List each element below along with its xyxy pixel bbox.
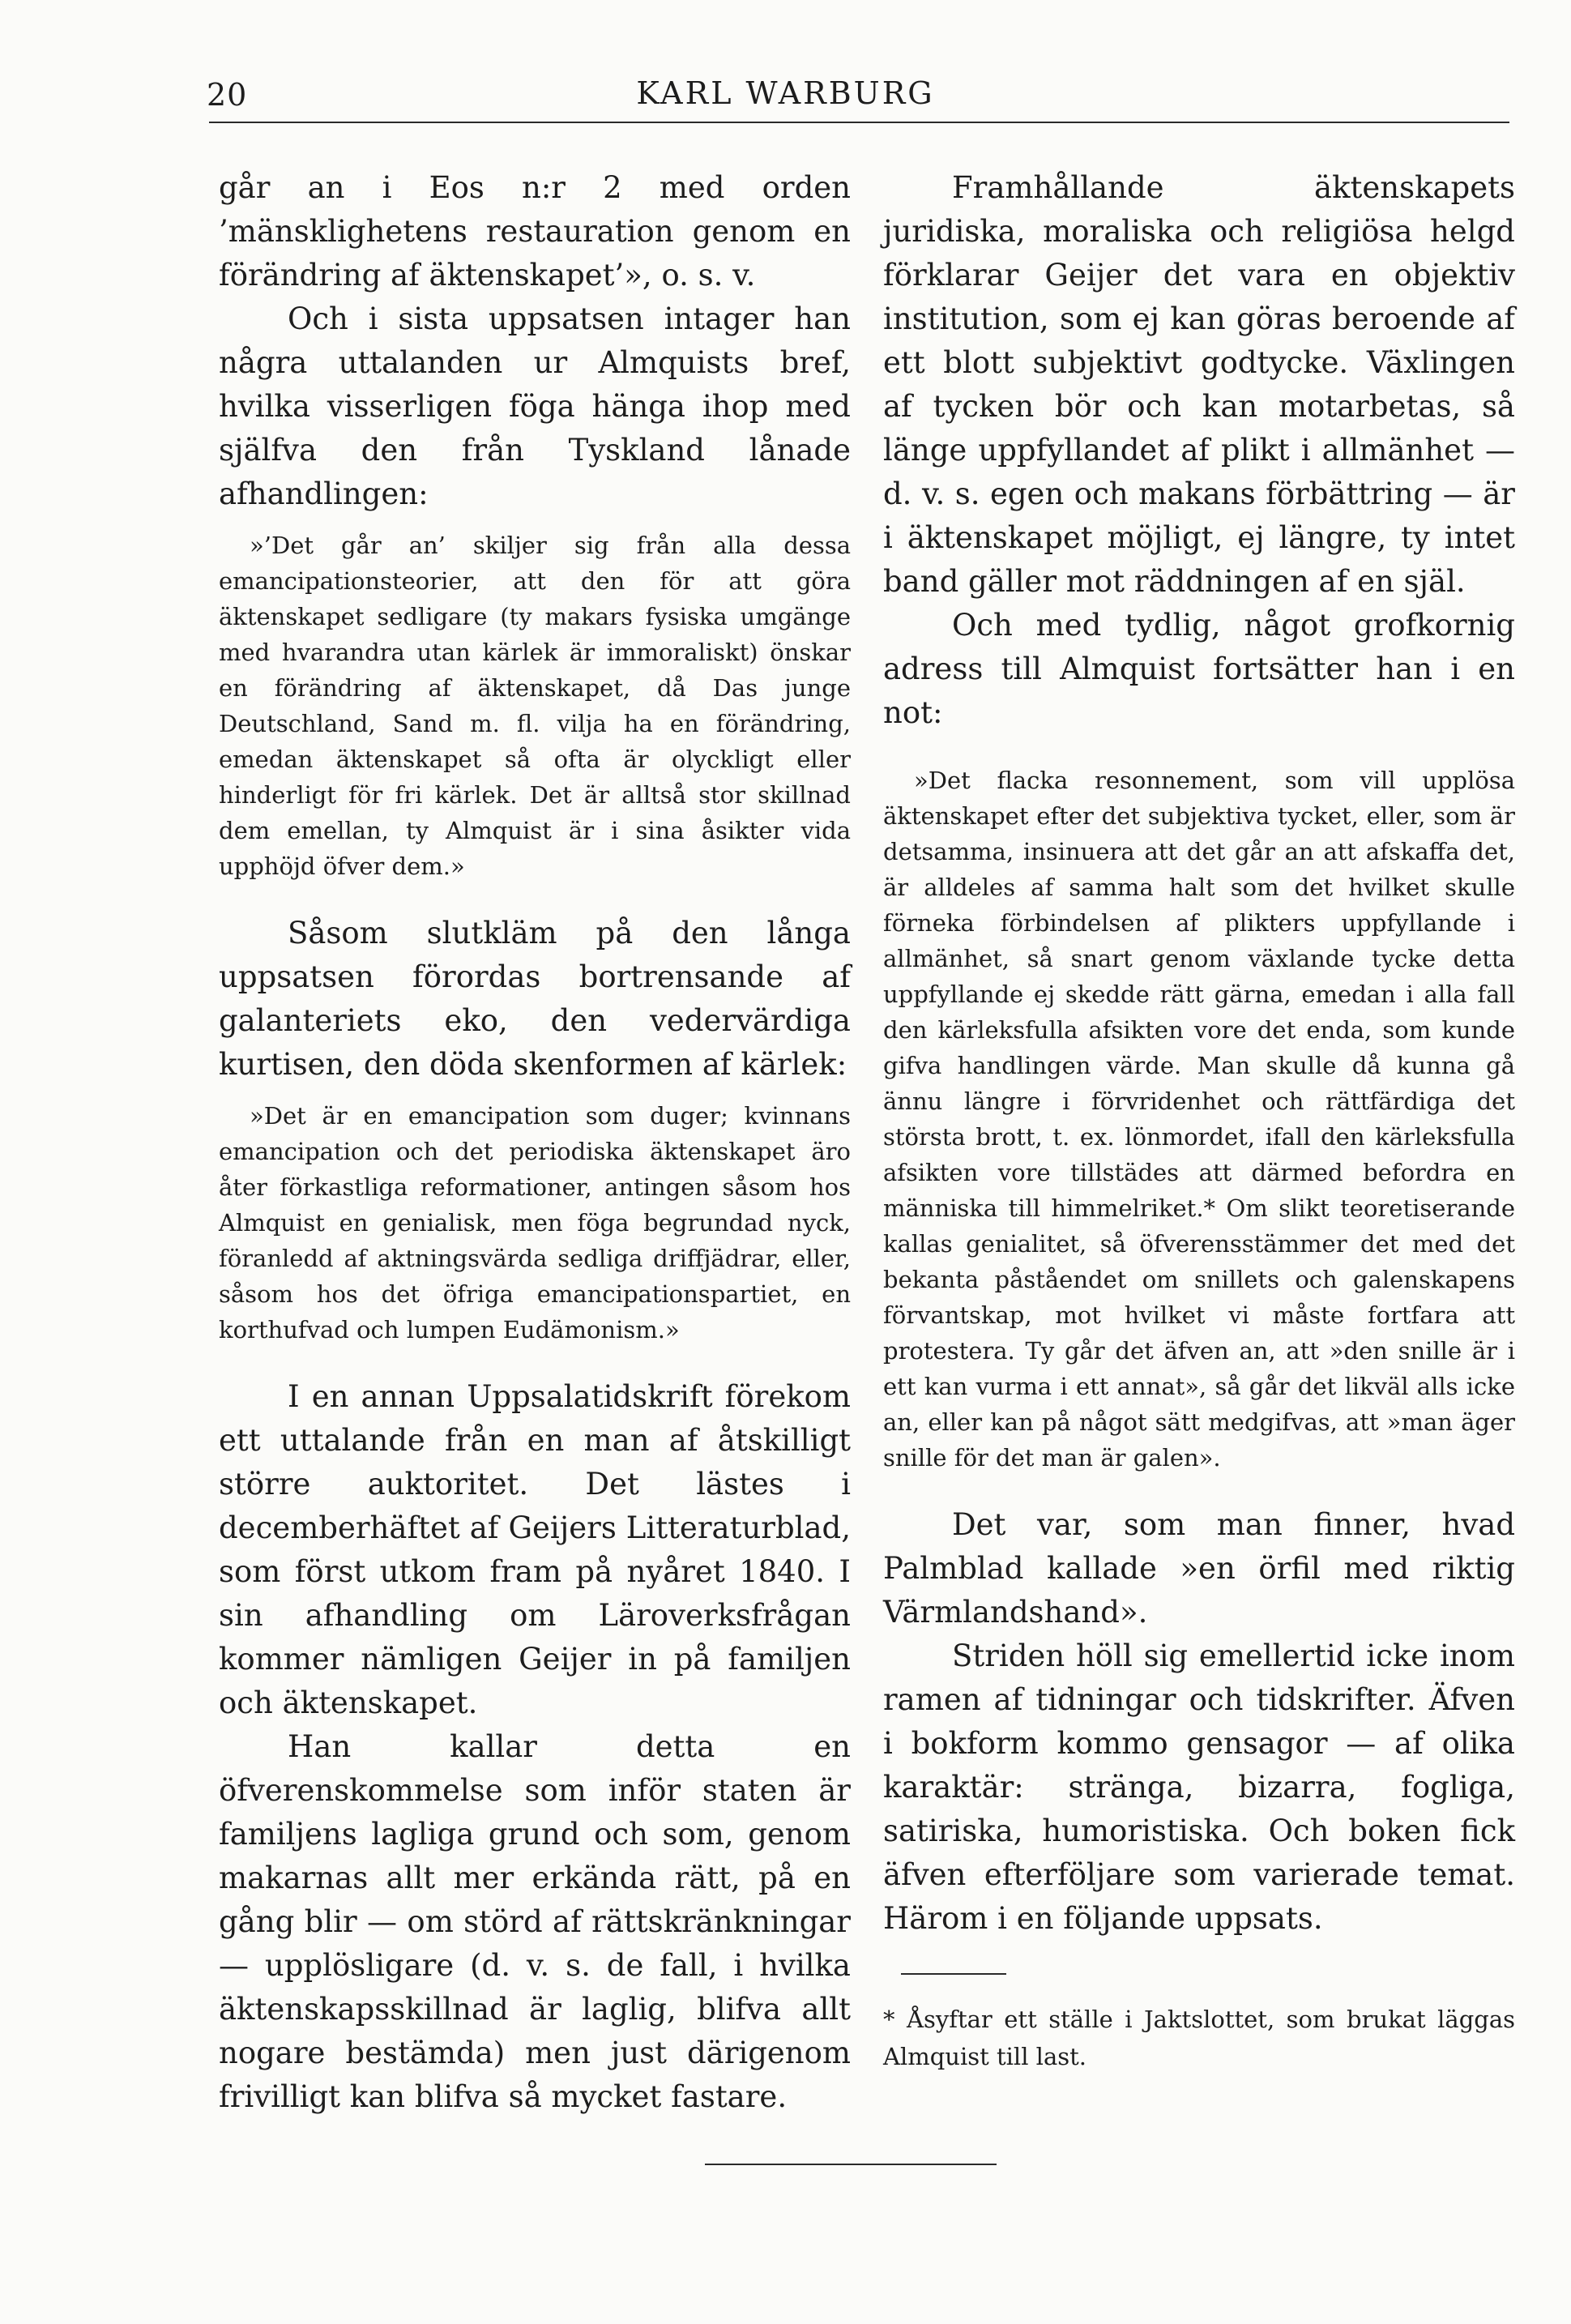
left-column	[219, 166, 851, 2119]
left-paragraph-3: Såsom slutkläm på den långa uppsatsen förordas bortrensande af galanteriets eko, den vedervärdiga kurtisen, den döda skenformen af kärlek:	[219, 916, 851, 1082]
left-paragraph-4: I en annan Uppsalatidskrift förekom ett uttalande från en man af åtskilligt större auktoritet. Det lästes i decemberhäftet af Geijers Litteraturblad, som först utkom fram på nyåret 1840. I sin afhandling om Läroverksfrågan kommer nämligen Geijer in på familjen och äktenskapet.	[219, 1379, 851, 1720]
right-paragraph-1: Framhållande äktenskapets juridiska, moraliska och religiösa helgd förklarar Geijer det vara en objektiv institution, som ej kan göras beroende af ett blott subjektivt godtycke. Växlingen af tycken bör och kan motarbetas, så länge uppfyllandet af plikt i allmänhet — d. v. s. egen och makans förbättring — är i äktenskapet möjligt, ej längre, ty intet band gäller mot räddningen af en själ.	[883, 170, 1515, 599]
bottom-rule	[705, 2164, 997, 2165]
left-quote-1: »’Det går an’ skiljer sig från alla dessa emancipationsteorier, att den för att göra äktenskapet sedligare (ty makars fysiska umgänge med hvarandra utan kärlek är immoraliskt) önskar en förändring af äktenskapet, då Das junge Deutschland, Sand m. fl. vilja ha en förändring, emedan äktenskapet så ofta är olyckligt eller hinderligt för fri kärlek. Det är alltså stor skillnad dem emellan, ty Almquist är i sina åsikter vida upphöjd öfver dem.»	[219, 532, 851, 880]
left-paragraph-1: går an i Eos n:r 2 med orden ’mänsklighetens restauration genom en förändring af äktenskapet’», o. s. v.	[219, 170, 851, 293]
right-paragraph-3: Det var, som man finner, hvad Palmblad kallade »en örfil med riktig Värmlandshand».	[883, 1507, 1515, 1630]
footnote: * Åsyftar ett ställe i Jaktslottet, som brukat läggas Almquist till last.	[883, 2006, 1515, 2070]
running-title: KARL WARBURG	[636, 75, 935, 111]
right-paragraph-2: Och med tydlig, något grofkornig adress till Almquist fortsätter han i en not:	[883, 608, 1515, 730]
page-number: 20	[207, 77, 248, 113]
left-paragraph-2: Och i sista uppsatsen intager han några uttalanden ur Almquists bref, hvilka visserligen föga hänga ihop med själfva den från Tyskland lånade afhandlingen:	[219, 301, 851, 511]
left-paragraph-5: Han kallar detta en öfverenskommelse som inför staten är familjens lagliga grund och som, genom makarnas allt mer erkända rätt, på en gång blir — om störd af rättskränkningar — upplösligare (d. v. s. de fall, i hvilka äktenskapsskillnad är laglig, blifva allt nogare bestämda) men just därigenom frivilligt kan blifva så mycket fastare.	[219, 1729, 851, 2114]
footnote-rule	[901, 1973, 1006, 1975]
right-column	[883, 166, 1515, 2075]
left-quote-2: »Det är en emancipation som duger; kvinnans emancipation och det periodiska äktenskapet äro åter förkastliga reformationer, antingen såsom hos Almquist en genialisk, men föga begrundad nyck, föranledd af aktningsvärda sedliga driffjädrar, eller, såsom hos det öfriga emancipationspartiet, en korthufvad och lumpen Eudämonism.»	[219, 1102, 851, 1344]
header-rule	[209, 122, 1509, 123]
right-paragraph-4: Striden höll sig emellertid icke inom ramen af tidningar och tidskrifter. Äfven i bokform kommo gensagor — af olika karaktär: stränga, bizarra, fogliga, satiriska, humoristiska. Och boken fick äfven efterföljare som varierade temat. Härom i en följande uppsats.	[883, 1638, 1515, 1936]
right-quote-1: »Det flacka resonnement, som vill upplösa äktenskapet efter det subjektiva tycket, eller, som är detsamma, insinuera att det går an att afskaffa det, är alldeles af samma halt som det hvilket skulle förneka förbindelsen af plikters uppfyllande i allmänhet, så snart genom växlande tycke detta uppfyllande ej skedde rätt gärna, emedan i alla fall den kärleksfulla afsikten vore det enda, som kunde gifva handlingen värde. Man skulle då kunna gå ännu längre i förvridenhet och rättfärdiga det största brott, t. ex. lönmordet, ifall den kärleksfulla afsikten vore tillstädes att därmed befordra en människa till himmelriket.* Om slikt teoretiserande kallas genialitet, så öfverensstämmer det med det bekanta påståendet om snillets och galenskapens förvantskap, mot hvilket vi måste fortfara att protestera. Ty går det äfven an, att »den snille är i ett kan vurma i ett annat», så går det likväl alls icke an, eller kan på något sätt medgifvas, att »man äger snille för det man är galen».	[883, 767, 1515, 1472]
